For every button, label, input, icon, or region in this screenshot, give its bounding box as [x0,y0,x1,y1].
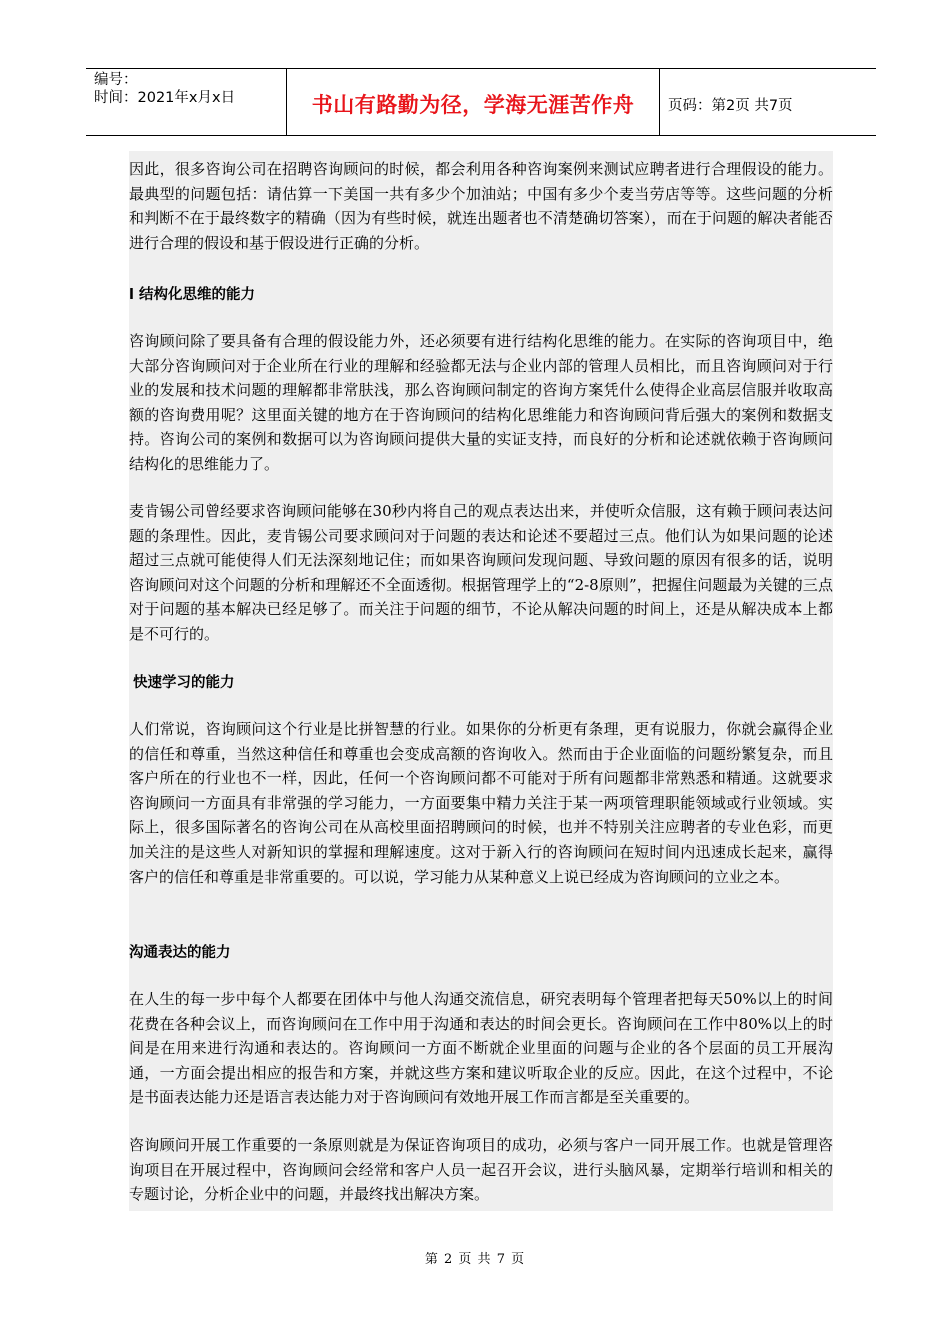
paragraph-client-collaboration: 咨询顾问开展工作重要的一条原则就是为保证咨询项目的成功，必须与客户一同开展工作。也就是管理咨询项目在开展过程中，咨询顾问会经常和客户人员一起召开会议，进行头脑风暴，定期举行培训和相关的专题讨论，分析企业中的问题，并最终找出解决方案。 [129,1136,833,1204]
paragraph-fast-learning: 人们常说，咨询顾问这个行业是比拼智慧的行业。如果你的分析更有条理，更有说服力，你就会赢得企业的信任和尊重，当然这种信任和尊重也会变成高额的咨询收入。然而由于企业面临的问题纷繁复杂，而且客户所在的行业也不一样，因此，任何一个咨询顾问都不可能对于所有问题都非常熟悉和精通。这就要求咨询顾问一方面具有非常强的学习能力，一方面要集中精力关注于某一两项管理职能领域或行业领域。实际上，很多国际著名的咨询公司在从高校里面招聘顾问的时候，也并不特别关注应聘者的专业色彩，而更加关注的是这些人对新知识的掌握和理解速度。这对于新入行的咨询顾问在短时间内迅速成长起来，赢得客户的信任和尊重是非常重要的。可以说，学习能力从某种意义上说已经成为咨询顾问的立业之本。 [129,720,833,886]
page-footer [0,1248,950,1267]
paragraph-communication: 在人生的每一步中每个人都要在团体中与他人沟通交流信息，研究表明每个管理者把每天50%以上的时间花费在各种会议上，而咨询顾问在工作中用于沟通和表达的时间会更长。咨询顾问在工作中80%以上的时间是在用来进行沟通和表达的。咨询顾问一方面不断就企业里面的问题与企业的各个层面的员工开展沟通，一方面会提出相应的报告和方案，并就这些方案和建议听取企业的反应。因此，在这个过程中，不论是书面表达能力还是语言表达能力对于咨询顾问有效地开展工作而言都是至关重要的。 [129,990,833,1107]
time-label: 时间：2021年x月x日 [94,90,236,106]
document-body [129,151,833,1211]
header-info-cell [86,69,286,135]
heading-communication: 沟通表达的能力 [129,945,231,961]
page-label: 页码：第2页 共7页 [668,97,793,114]
footer-page-number: 第 2 页 共 7 页 [424,1252,526,1267]
motto-text: 书山有路勤为径，学海无涯苦作舟 [311,93,635,117]
page-number-cell [660,69,876,135]
paragraph-mckinsey: 麦肯锡公司曾经要求咨询顾问能够在30秒内将自己的观点表达出来，并使听众信服，这有赖于顾问表达问题的条理性。因此，麦肯锡公司要求顾问对于问题的表达和论述不要超过三点。他们认为如果问题的论述超过三点就可能使得人们无法深刻地记住；而如果咨询顾问发现问题、导致问题的原因有很多的话，说明咨询顾问对这个问题的分析和理解还不全面透彻。根据管理学上的“2-8原则”，把握住问题最为关键的三点对于问题的基本解决已经足够了。而关注于问题的细节，不论从解决问题的时间上，还是从解决成本上都是不可行的。 [129,502,833,643]
header-table [86,68,876,136]
heading-structured-thinking: l 结构化思维的能力 [129,287,256,303]
paragraph-structured-thinking: 咨询顾问除了要具备有合理的假设能力外，还必须要有进行结构化思维的能力。在实际的咨询项目中，绝大部分咨询顾问对于企业所在行业的理解和经验都无法与企业内部的管理人员相比，而且咨询顾问对于行业的发展和技术问题的理解都非常肤浅，那么咨询顾问制定的咨询方案凭什么使得企业高层信服并收取高额的咨询费用呢？这里面关键的地方在于咨询顾问的结构化思维能力和咨询顾问背后强大的案例和数据支持。咨询公司的案例和数据可以为咨询顾问提供大量的实证支持，而良好的分析和论述就依赖于咨询顾问结构化的思维能力了。 [129,332,833,473]
paragraph-hypothesis: 因此，很多咨询公司在招聘咨询顾问的时候，都会利用各种咨询案例来测试应聘者进行合理假设的能力。最典型的问题包括：请估算一下美国一共有多少个加油站；中国有多少个麦当劳店等等。这些问题的分析和判断不在于最终数字的精确（因为有些时候，就连出题者也不清楚确切答案），而在于问题的解决者能否进行合理的假设和基于假设进行正确的分析。 [129,160,833,252]
motto-cell [286,69,660,135]
heading-fast-learning: 快速学习的能力 [133,675,235,691]
code-label: 编号： [94,72,138,88]
